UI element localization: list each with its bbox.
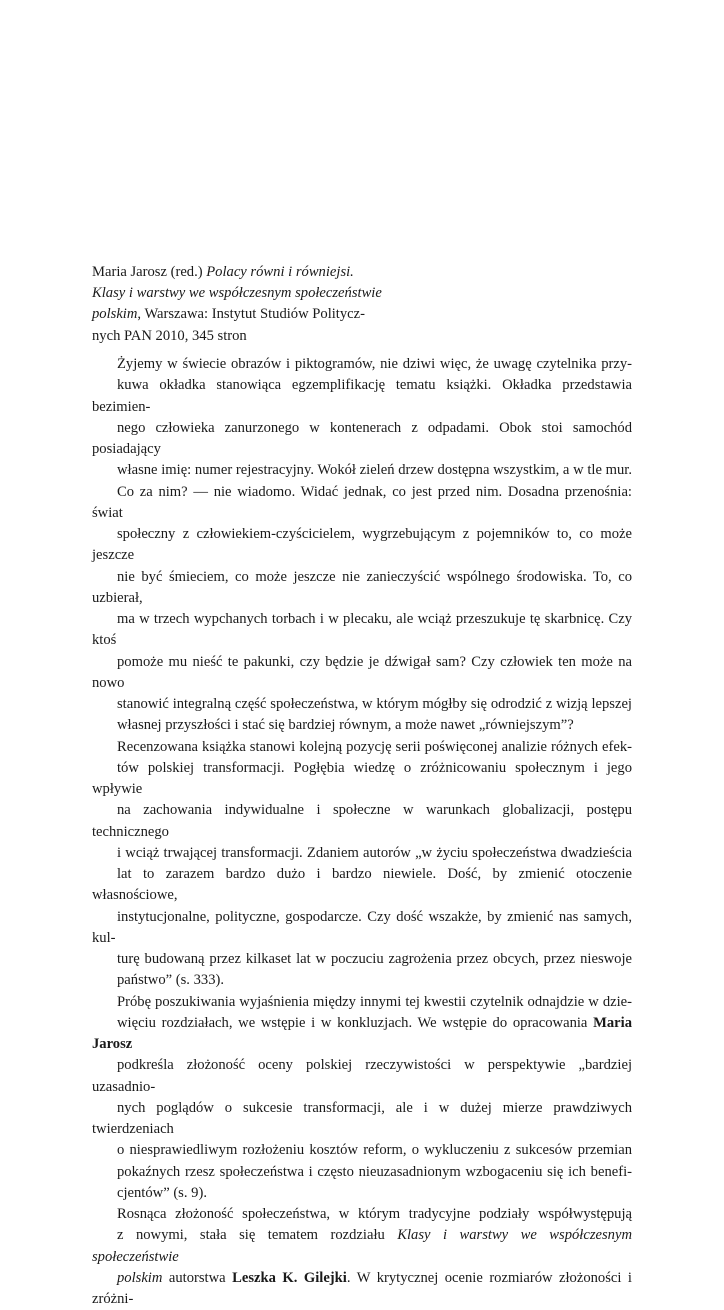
bold-text: Leszka K. Gilejki <box>232 1269 347 1286</box>
text-line: lat to zarazem bardzo dużo i bardzo niewiele. Dość, by zmienić otoczenie własnościowe, <box>92 866 632 904</box>
text-line: na zachowania indywidualne i społeczne w warunkach globalizacji, postępu technicznego <box>92 802 632 840</box>
text-line: Żyjemy w świecie obrazów i piktogramów, nie dziwi więc, że uwagę czytelnika przy- <box>117 356 632 372</box>
text-line: cjentów” (s. 9). <box>117 1184 207 1201</box>
text-line: o niesprawiedliwym rozłożeniu kosztów reform, o wykluczeniu z sukcesów przemian <box>117 1142 632 1159</box>
bold-text: Maria Jarosz <box>92 1014 632 1052</box>
text-line: turę budowaną przez kilkaset lat w poczuciu zagrożenia przez obcych, przez nieswoje <box>117 951 632 967</box>
text-line: polskim, Warszawa: Instytut Studiów Politycz- <box>92 306 365 323</box>
text-line: kuwa okładka stanowiąca egzemplifikację tematu książki. Okładka przedstawia bezimien- <box>92 377 632 415</box>
italic-text: polskim <box>92 306 138 323</box>
text-line: więciu rozdziałach, we wstępie i w konkluzjach. We wstępie do opracowania Maria Jarosz <box>92 1014 632 1052</box>
italic-text: Klasy i warstwy we współczesnym społeczeństwie <box>92 285 382 302</box>
reference-text <box>92 262 392 347</box>
text-line: instytucjonalne, polityczne, gospodarcze. Czy dość wszakże, by zmienić nas samych, kul- <box>92 908 632 946</box>
paragraph <box>92 737 632 992</box>
text-line: państwo” (s. 333). <box>117 972 225 989</box>
text-line: tów polskiej transformacji. Pogłębia wiedzę o zróżnicowaniu społecznym i jego wpływie <box>92 759 632 797</box>
text-line: Maria Jarosz (red.) Polacy równi i równiejsi. <box>92 264 354 280</box>
text-line: ma w trzech wypchanych torbach i w plecaku, ale wciąż przeszukuje tę skarbnicę. Czy ktoś <box>92 611 632 649</box>
text-line: społeczny z człowiekiem-czyścicielem, wygrzebującym z pojemników to, co może jeszcze <box>92 526 632 564</box>
review-body <box>92 354 632 1310</box>
italic-text: Klasy i warstwy we współczesnym społeczeństwie <box>92 1227 632 1265</box>
text-line <box>92 283 392 304</box>
paragraph <box>92 1204 632 1310</box>
text-line: stanowić integralną część społeczeństwa, w którym mógłby się odrodzić z wizją lepszej <box>117 696 632 712</box>
text-line: nie być śmieciem, co może jeszcze nie zanieczyścić wspólnego środowiska. To, co uzbierał, <box>92 568 632 606</box>
italic-text: Polacy równi i równiejsi. <box>206 264 354 280</box>
paragraph <box>92 354 632 737</box>
text-line: polskim autorstwa Leszka K. Gilejki. W krytycznej ocenie rozmiarów złożoności i zróżni- <box>92 1269 632 1307</box>
italic-text: polskim <box>117 1269 163 1286</box>
text-line: pomoże mu nieść te pakunki, czy będzie je dźwigał sam? Czy człowiek ten może na nowo <box>92 653 632 691</box>
text-line: nego człowieka zanurzonego w kontenerach z odpadami. Obok stoi samochód posiadający <box>92 419 632 457</box>
text-line: Recenzowana książka stanowi kolejną pozycję serii poświęconej analizie różnych efek- <box>117 738 632 755</box>
text-line: Próbę poszukiwania wyjaśnienia między innymi tej kwestii czytelnik odnajdzie w dzie- <box>117 993 632 1010</box>
text-line: nych PAN 2010, 345 stron <box>92 327 247 344</box>
book-reference <box>92 262 392 347</box>
text-line: podkreśla złożoność oceny polskiej rzeczywistości w perspektywie „bardziej uzasadnio- <box>92 1057 632 1095</box>
text-line: własne imię: numer rejestracyjny. Wokół zieleń drzew dostępna wszystkim, a w tle mur. <box>117 462 632 479</box>
text-line: własnej przyszłości i stać się bardziej równym, a może nawet „równiejszym”? <box>117 717 574 734</box>
text-line: z nowymi, stała się tematem rozdziału Klasy i warstwy we współczesnym społeczeństwie <box>92 1227 632 1265</box>
text-line: nych poglądów o sukcesie transformacji, ale i w dużej mierze prawdziwych twierdzeniach <box>92 1099 632 1137</box>
paragraph <box>92 992 632 1205</box>
text-line: pokaźnych rzesz społeczeństwa i często nieuzasadnionym wzbogaceniu się ich benefi- <box>117 1163 632 1180</box>
text-line: Co za nim? — nie wiadomo. Widać jednak, co jest przed nim. Dosadna przenośnia: świat <box>92 483 632 521</box>
text-line: i wciąż trwającej transformacji. Zdaniem autorów „w życiu społeczeństwa dwadzieścia <box>117 844 632 861</box>
text-line: Rosnąca złożoność społeczeństwa, w którym tradycyjne podziały współwystępują <box>117 1206 632 1222</box>
